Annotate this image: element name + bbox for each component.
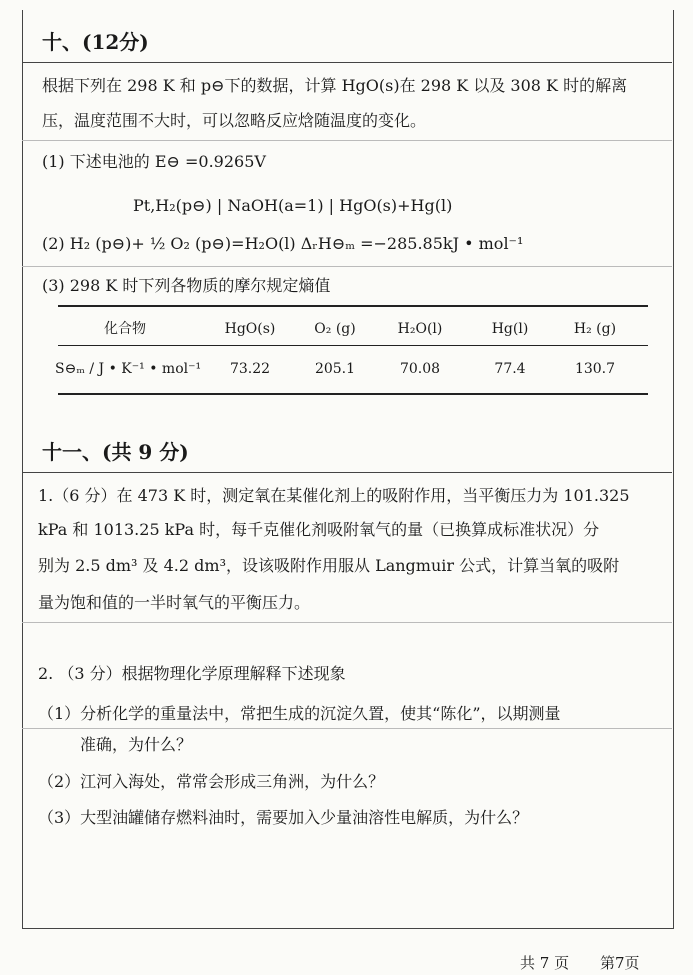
table-header-hgo: HgO(s) bbox=[224, 321, 276, 337]
q2-item3: （3）大型油罐储存燃料油时，需要加入少量油溶性电解质，为什么？ bbox=[38, 808, 529, 827]
table-header-compound: 化合物 bbox=[104, 321, 146, 337]
section-10-heading: 十、(12分) bbox=[42, 30, 149, 54]
section-10-intro-line2: 压，温度范围不大时，可以忽略反应焓随温度的变化。 bbox=[42, 111, 427, 130]
faint-line-3 bbox=[22, 622, 672, 623]
table-value-hgo: 73.22 bbox=[229, 361, 271, 377]
q2-item2: （2）江河入海处，常常会形成三角洲，为什么？ bbox=[38, 772, 385, 791]
section-10-item3: (3) 298 K 时下列各物质的摩尔规定熵值 bbox=[42, 276, 331, 295]
cell-notation: Pt,H₂(p⊖) | NaOH(a=1) | HgO(s)+Hg(l) bbox=[133, 196, 453, 215]
q1-line4: 量为饱和值的一半时氧气的平衡压力。 bbox=[38, 593, 311, 612]
q1-line2: kPa 和 1013.25 kPa 时，每千克催化剂吸附氧气的量（已换算成标准状况）分 bbox=[38, 520, 600, 539]
q1-line3: 别为 2.5 dm³ 及 4.2 dm³，设该吸附作用服从 Langmuir 公式，计算当氧的吸附 bbox=[38, 556, 620, 575]
table-value-h2o: 70.08 bbox=[399, 361, 441, 377]
page-current: 第7页 bbox=[600, 954, 640, 972]
q2-item1-line1: （1）分析化学的重量法中，常把生成的沉淀久置，使其“陈化”，以期测量 bbox=[38, 704, 561, 723]
table-bottom-rule bbox=[58, 393, 648, 395]
table-header-h2o: H₂O(l) bbox=[397, 321, 443, 337]
section-11-divider bbox=[22, 472, 672, 473]
section-10-item2: (2) H₂ (p⊖)+ ½ O₂ (p⊖)=H₂O(l) ΔᵣH⊖ₘ =−285.85kJ • mol⁻¹ bbox=[42, 234, 524, 253]
q2-item1-line2: 准确，为什么？ bbox=[80, 735, 193, 754]
page-total: 共 7 页 bbox=[520, 954, 570, 972]
faint-line-2 bbox=[22, 266, 672, 267]
table-top-rule bbox=[58, 305, 648, 307]
q2-intro: 2. （3 分）根据物理化学原理解释下述现象 bbox=[38, 664, 346, 683]
table-value-hg: 77.4 bbox=[494, 361, 526, 377]
table-header-o2: O₂ (g) bbox=[314, 321, 356, 337]
table-row-label: S⊖ₘ / J • K⁻¹ • mol⁻¹ bbox=[55, 361, 202, 377]
page-frame-bottom bbox=[22, 928, 674, 929]
table-value-h2: 130.7 bbox=[574, 361, 616, 377]
section-10-divider bbox=[22, 62, 672, 63]
section-10-intro-line1: 根据下列在 298 K 和 p⊖下的数据，计算 HgO(s)在 298 K 以及 308 K 时的解离 bbox=[42, 76, 628, 95]
table-header-h2: H₂ (g) bbox=[573, 321, 617, 337]
table-mid-rule bbox=[58, 345, 648, 346]
table-value-o2: 205.1 bbox=[314, 361, 356, 377]
section-11-heading: 十一、(共 9 分) bbox=[42, 440, 189, 464]
table-header-hg: Hg(l) bbox=[491, 321, 529, 337]
section-10-item1: (1) 下述电池的 E⊖ =0.9265V bbox=[42, 152, 266, 171]
faint-line-4 bbox=[22, 728, 672, 729]
faint-line bbox=[22, 140, 672, 141]
q1-line1: 1.（6 分）在 473 K 时，测定氧在某催化剂上的吸附作用，当平衡压力为 101.325 bbox=[38, 486, 630, 505]
